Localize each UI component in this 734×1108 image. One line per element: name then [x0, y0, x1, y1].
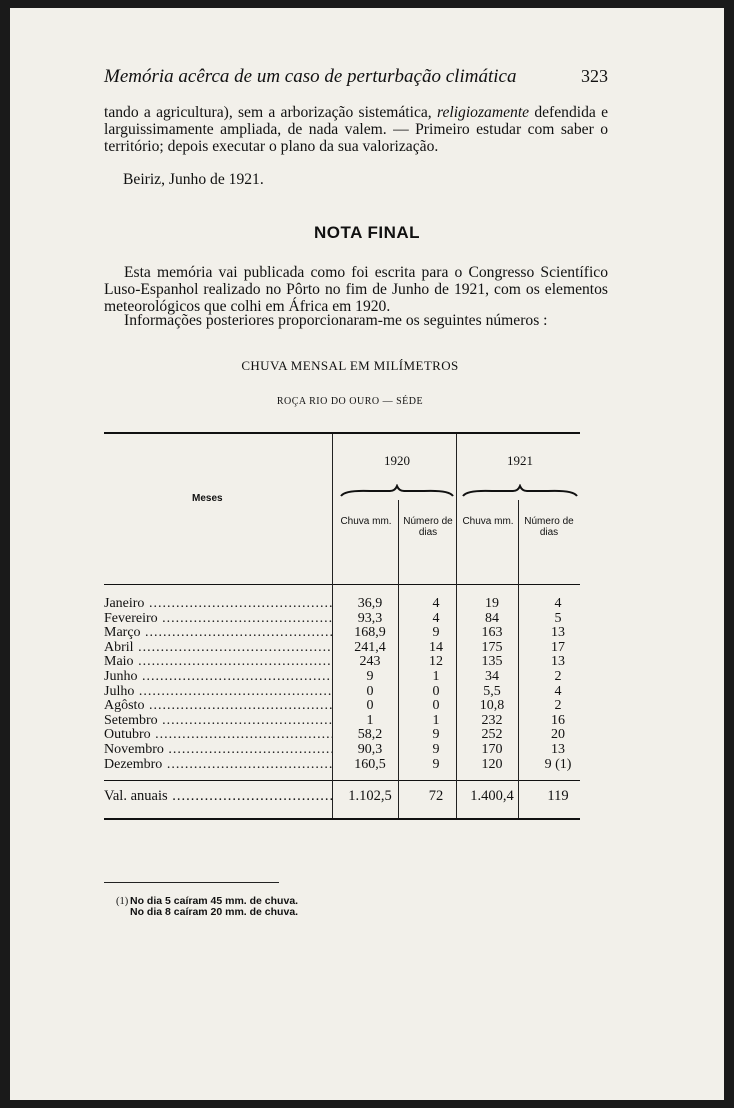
chuva-1920: 0 — [366, 698, 374, 714]
chuva-1921: 170 — [481, 742, 503, 757]
total-chuva-1920: 1.102,5 — [348, 788, 392, 804]
month-label: Novembro ..... — [104, 743, 332, 758]
month-label: Dezembro ..... — [104, 758, 332, 773]
chuva-1921: 163 — [481, 625, 503, 641]
month-label: Abril ..... — [104, 641, 332, 656]
chuva-1920: 93,3 — [357, 610, 383, 626]
subheader-chuva-1921: Chuva mm. — [462, 516, 514, 527]
table-caption: CHUVA MENSAL EM MILÍMETROS — [241, 358, 459, 373]
table-bottom-rule — [104, 818, 580, 820]
total-dias-1920: 72 — [428, 788, 444, 804]
table-subcaption: ROÇA RIO DO OURO — SÉDE — [276, 396, 424, 407]
month-label: Fevereiro ..... — [104, 612, 332, 627]
chuva-1921: 120 — [481, 756, 503, 772]
dias-1920: 9 — [432, 756, 440, 772]
chuva-1921: 34 — [485, 669, 499, 684]
document-page — [10, 8, 724, 1100]
month-label: Março ..... — [104, 626, 332, 641]
dias-1920: 12 — [429, 654, 443, 670]
dias-1921: 9 (1) — [544, 756, 572, 772]
chuva-1920: 36,9 — [357, 596, 383, 611]
running-head — [104, 66, 608, 88]
chuva-1921: 175 — [481, 639, 503, 655]
month-label: Agôsto ..... — [104, 699, 332, 714]
dias-1921: 17 — [551, 639, 565, 655]
date-line: Beiriz, Junho de 1921. — [123, 171, 264, 188]
footnote-line-1: No dia 5 caíram 45 mm. de chuva. — [130, 895, 299, 907]
chuva-1921: 10,8 — [479, 698, 505, 714]
dias-1921: 13 — [551, 742, 565, 757]
dias-1921: 20 — [551, 727, 565, 743]
chuva-1921: 5,5 — [483, 683, 501, 699]
chuva-1920: 160,5 — [354, 756, 386, 772]
table-top-rule — [104, 432, 580, 434]
chuva-1921: 252 — [481, 727, 503, 743]
dias-1921: 4 — [554, 683, 562, 699]
table-total-rule — [104, 780, 580, 781]
footnote-line-2: No dia 8 caíram 20 mm. de chuva. — [130, 906, 299, 918]
paragraph-continued — [104, 104, 608, 155]
footnote — [116, 895, 299, 918]
chuva-1920: 243 — [359, 654, 381, 670]
dias-1920: 9 — [432, 727, 440, 743]
chuva-1920: 168,9 — [354, 625, 386, 641]
chuva-1921: 19 — [485, 596, 499, 611]
paragraph1-start: tando a agricultura), sem a arborização sistemática, — [104, 104, 437, 121]
table-header-rule — [104, 584, 580, 585]
total-label: Val. anuais ..... — [104, 789, 332, 804]
footnote-mark: (1) — [116, 896, 129, 907]
dias-1921: 2 — [554, 698, 562, 714]
year-1920: 1920 — [384, 453, 410, 468]
table-vline-1 — [332, 434, 333, 818]
dias-1920: 1 — [432, 712, 440, 728]
dias-1921: 13 — [551, 625, 565, 641]
chuva-1921: 232 — [481, 712, 503, 728]
chuva-1920: 58,2 — [357, 727, 383, 743]
section-heading: NOTA FINAL — [313, 223, 421, 242]
subheader-chuva-1920: Chuva mm. — [340, 516, 392, 527]
chuva-1920: 9 — [366, 669, 374, 684]
chuva-1920: 1 — [366, 712, 374, 728]
chuva-1920: 90,3 — [357, 742, 383, 757]
dias-1920: 1 — [432, 669, 440, 684]
dias-1920: 4 — [432, 610, 440, 626]
dias-1920: 14 — [429, 639, 443, 655]
total-dias-1921: 119 — [547, 788, 569, 804]
dias-1920: 9 — [432, 625, 440, 641]
month-label: Janeiro ..... — [104, 597, 332, 612]
chuva-1921: 135 — [481, 654, 503, 670]
month-label: Maio ..... — [104, 655, 332, 670]
brace-1921 — [462, 484, 578, 498]
year-1921: 1921 — [507, 453, 533, 468]
chuva-1921: 84 — [485, 610, 499, 626]
chuva-1920: 241,4 — [354, 639, 386, 655]
footnote-rule — [104, 882, 279, 883]
dias-1921: 16 — [551, 712, 565, 728]
dias-1920: 4 — [432, 596, 440, 611]
dias-1921: 13 — [551, 654, 565, 670]
month-label: Outubro ..... — [104, 728, 332, 743]
subheader-dias-1921: Número de dias — [524, 516, 574, 538]
dias-1921: 2 — [554, 669, 562, 684]
dias-1920: 9 — [432, 742, 440, 757]
month-label: Junho ..... — [104, 670, 332, 685]
col-header-meses: Meses — [192, 493, 223, 504]
paragraph1-italic: religiozamente — [436, 104, 530, 121]
subheader-dias-1920: Número de dias — [403, 516, 453, 538]
chuva-1920: 0 — [366, 683, 374, 699]
dias-1921: 4 — [554, 596, 562, 611]
dias-1920: 0 — [432, 698, 440, 714]
running-head-title: Memória acêrca de um caso de perturbação climática — [104, 66, 517, 87]
month-label: Setembro ..... — [104, 714, 332, 729]
paragraph-intro: Esta memória vai publicada como foi escrita para o Congresso Scientífico Luso-Espanhol realizado no Pôrto no fim de Junho de 1921, com os elementos meteorológicos que colhi em África em 1920. — [104, 264, 608, 315]
dias-1920: 0 — [432, 683, 440, 699]
brace-1920 — [340, 484, 454, 498]
total-chuva-1921: 1.400,4 — [470, 788, 514, 804]
paragraph1-end: defendida e larguissimamente ampliada, de nada valem. — Primeiro estudar com saber o território; depois executar o plano da sua valorização. — [104, 104, 608, 155]
paragraph-info: Informações posteriores proporcionaram-me os seguintes números : — [124, 312, 548, 329]
page-number: 323 — [581, 66, 608, 86]
dias-1921: 5 — [554, 610, 562, 626]
month-label: Julho ..... — [104, 685, 332, 700]
